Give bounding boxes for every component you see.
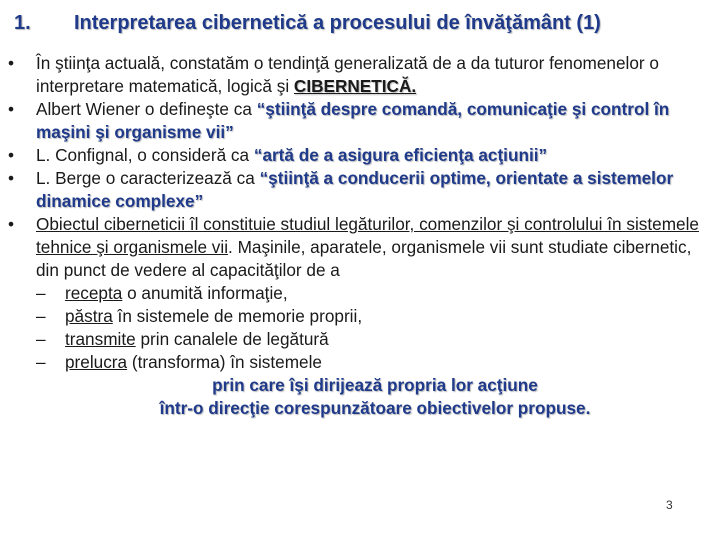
bullet-icon: • [8, 168, 15, 188]
bullet-text: L. Berge o caracterizează ca [36, 168, 260, 188]
bullet-item-confignal-definition [0, 144, 714, 167]
sub-item-recepta [0, 282, 720, 305]
slide-content [0, 52, 720, 420]
sub-item-keyword: păstra [65, 306, 113, 326]
emphasis-cibernetica: CIBERNETICĂ. [293, 76, 417, 96]
title-text: Interpretarea cibernetică a procesului de învăţământ (1) [74, 12, 601, 34]
sub-item-text: (transforma) în sistemele [127, 352, 322, 372]
bullet-item-cybernetics-trend [0, 52, 714, 98]
bullet-text: . Maşinile, aparatele, organismele vii sunt studiate cibernetic, din punct de vedere al capacităţilor de a [36, 237, 692, 280]
closing-line-2: într-o direcţie corespunzătoare obiectivelor propuse. [159, 398, 591, 418]
bullet-item-object-of-cybernetics [0, 213, 714, 282]
bullet-text: În ştiinţa actuală, constatăm o tendinţă generalizată de a da tuturor fenomenelor o interpretare matematică, logică şi [36, 53, 659, 96]
bullet-item-berge-definition [0, 167, 714, 213]
bullet-icon: • [8, 214, 15, 234]
dash-icon: – [36, 283, 46, 303]
dash-icon: – [36, 352, 46, 372]
sub-item-keyword: transmite [65, 329, 136, 349]
sub-item-transmite [0, 328, 720, 351]
quote-berge: “ştiinţă a conducerii optime, orientate a sistemelor dinamice complexe” [36, 168, 674, 211]
sub-item-pastra [0, 305, 720, 328]
quote-wiener: “ştiinţă despre comandă, comunicaţie şi control în maşini şi organisme vii” [36, 99, 670, 142]
slide-title [14, 6, 714, 40]
bullet-text: L. Confignal, o consideră ca [36, 145, 254, 165]
closing-line-1: prin care îşi dirijează propria lor acţiune [212, 375, 538, 395]
bullet-icon: • [8, 99, 15, 119]
sub-item-text: prin canalele de legătură [135, 329, 329, 349]
sub-item-text: în sistemele de memorie proprii, [112, 306, 363, 326]
dash-icon: – [36, 329, 46, 349]
bullet-text: Albert Wiener o defineşte ca [36, 99, 257, 119]
title-number: 1. [14, 12, 31, 34]
sub-item-prelucra [0, 351, 720, 374]
bullet-icon: • [8, 53, 15, 73]
sub-item-text: o anumită informaţie, [122, 283, 288, 303]
bullet-icon: • [8, 145, 15, 165]
sub-item-keyword: prelucra [65, 352, 128, 372]
underlined-text: Obiectul ciberneticii îl constituie studiul legăturilor, comenzilor şi controlului în sistemele tehnice şi organismele vii [36, 214, 699, 257]
quote-confignal: “artă de a asigura eficienţa acţiunii” [253, 145, 548, 165]
sub-item-keyword: recepta [65, 283, 123, 303]
bullet-item-wiener-definition [0, 98, 714, 144]
page-number: 3 [666, 498, 673, 512]
dash-icon: – [36, 306, 46, 326]
